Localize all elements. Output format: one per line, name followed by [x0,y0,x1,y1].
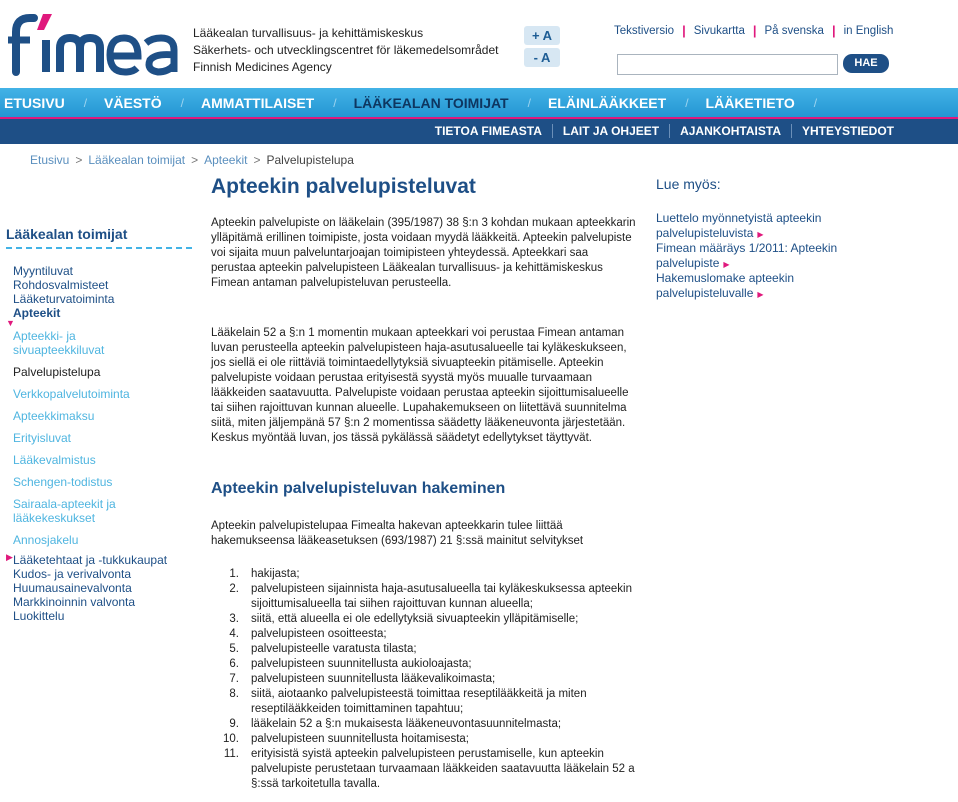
sidebar-item-apteekkiluvat[interactable]: Apteekki- ja sivuapteekkiluvat [13,329,105,357]
sidebar-item-myyntiluvat[interactable]: Myyntiluvat [13,264,74,278]
list-item: 10. palvelupisteen suunnitellusta hoitamisesta; [223,733,469,745]
sidebar-item-huumausainevalvonta[interactable]: Huumausainevalvonta [13,581,132,595]
sidebar-item-laaketehtaat[interactable]: Lääketehtaat ja -tukkukaupat [13,553,168,567]
sitemap-link[interactable]: Sivukartta [693,24,745,37]
text-version-link[interactable]: Tekstiversio [614,24,675,37]
link-granted-licences[interactable] [656,211,866,242]
read-also-title: Lue myös: [656,176,721,192]
sidebar-item-laakevalmistus[interactable]: Lääkevalmistus [13,453,96,467]
search-input[interactable] [617,54,838,75]
sidebar [6,226,192,249]
agency-names [193,25,498,76]
sidebar-title: Lääkealan toimijat [6,226,192,249]
expanded-arrow-icon: ▼ [6,318,15,328]
subnav-ajankohtaista[interactable]: AJANKOHTAISTA [669,124,791,138]
sidebar-item-annosjakelu[interactable]: Annosjakelu [13,533,79,547]
breadcrumb-etusivu[interactable]: Etusivu [30,153,70,167]
sidebar-item-sairaala-apteekit[interactable]: Sairaala-apteekit ja lääkekeskukset [13,497,116,525]
nav-vaesto[interactable]: VÄESTÖ [104,94,162,111]
fimea-logo[interactable] [6,10,184,76]
sidebar-item-apteekkimaksu[interactable]: Apteekkimaksu [13,409,95,423]
sub-nav [0,117,958,144]
breadcrumb-separator: > [191,153,199,167]
nav-ammattilaiset[interactable]: AMMATTILAISET [200,94,315,111]
list-item: 7. palvelupisteen suunnitellusta lääkevalikoimasta; [229,673,496,685]
link-label: Luettelo myönnetyistä apteekin palvelupisteluvista [656,211,822,240]
main-nav [0,88,958,117]
sidebar-item-palvelupistelupa: Palvelupistelupa [13,365,101,379]
nav-divider: / [83,95,88,110]
link-fimea-regulation[interactable] [656,241,866,272]
application-paragraph: Apteekin palvelupistelupaa Fimealta hakevan apteekkarin tulee liittää hakemukseensa lääkeasetuksen (693/1987) 21 §:ssä mainitut selvitykset [211,520,584,547]
link-label: Fimean määräys 1/2011: Apteekin palvelupiste [656,241,838,270]
sidebar-item-verkkopalvelutoiminta[interactable]: Verkkopalvelutoiminta [13,387,130,401]
intro-paragraph: Apteekin palvelupiste on lääkelain (395/1987) 38 §:n 3 kohdan mukaan apteekkarin ylläpitämä erillinen toimipiste, josta voidaan myydä lääkkeitä. Apteekin palvelupiste voi sijaita muun palveluntarjoajan toimipisteen yhteydessä. Apteekkari saa perustaa apteekin palvelupisteen Lääkealan turvallisuus- ja kehittämiskeskus Fimean antaman palvelupisteluvan perusteella. [211,217,636,289]
search-button[interactable]: HAE [843,54,889,73]
nav-etusivu[interactable]: ETUSIVU [4,94,65,111]
top-links [614,23,893,38]
arrow-right-icon: ▶ [757,290,764,299]
page-title: Apteekin palvelupisteluvat [211,175,476,198]
subnav-tietoa-fimeasta[interactable]: TIETOA FIMEASTA [434,124,542,138]
arrow-right-icon: ▶ [757,230,764,239]
sidebar-item-rohdosvalmisteet[interactable]: Rohdosvalmisteet [13,278,109,292]
font-increase-button[interactable]: + A [524,26,560,45]
divider: | [752,23,757,38]
subnav-yhteystiedot[interactable]: YHTEYSTIEDOT [791,124,904,138]
link-application-form[interactable] [656,271,866,302]
list-item: 9. lääkelain 52 a §:n mukaisesta lääkeneuvontasuunnitelmasta; [229,718,562,730]
breadcrumb [30,153,354,167]
divider: | [831,23,836,38]
list-item: 2. palvelupisteen sijainnista haja-asutusalueella tai kyläkeskuksessa apteekin sijoittumisalueella tai siihen rajoittuvan kunnan alueella; [229,583,633,610]
sidebar-item-luokittelu[interactable]: Luokittelu [13,609,65,623]
swedish-link[interactable]: På svenska [764,24,824,37]
nav-divider: / [527,95,531,110]
sidebar-item-kudos-ja-verivalvonta[interactable]: Kudos- ja verivalvonta [13,567,132,581]
breadcrumb-laakealan-toimijat[interactable]: Lääkealan toimijat [88,153,186,167]
breadcrumb-current: Palvelupistelupa [266,153,354,167]
breadcrumb-separator: > [75,153,83,167]
link-label: Hakemuslomake apteekin palvelupisteluvalle [656,271,795,300]
list-item: 3. siitä, että alueella ei ole edellytyksiä sivuapteekin ylläpitämiselle; [229,613,579,625]
sidebar-item-markkinoinnin-valvonta[interactable]: Markkinoinnin valvonta [13,595,136,609]
english-link[interactable]: in English [843,24,894,37]
agency-name-sv: Säkerhets- och utvecklingscentret för läkemedelsområdet [193,43,499,57]
nav-elainlaakkeet[interactable]: ELÄINLÄÄKKEET [547,94,667,111]
arrow-right-icon: ▶ [723,260,730,269]
nav-divider: / [813,95,818,110]
agency-name-fi: Lääkealan turvallisuus- ja kehittämiskeskus [193,26,424,40]
sidebar-item-erityisluvat[interactable]: Erityisluvat [13,431,72,445]
agency-name-en: Finnish Medicines Agency [193,60,332,74]
nav-divider: / [685,95,689,110]
breadcrumb-apteekit[interactable]: Apteekit [204,153,248,167]
header [0,0,958,88]
divider: | [682,23,686,38]
font-decrease-button[interactable]: - A [524,48,560,67]
sidebar-item-apteekit[interactable]: Apteekit [13,306,61,320]
nav-divider: / [333,95,337,110]
sidebar-item-laaketurvatoiminta[interactable]: Lääketurvatoiminta [13,292,115,306]
list-item: 5. palvelupisteelle varatusta tilasta; [229,643,417,655]
list-item: 4. palvelupisteen osoitteesta; [229,628,387,640]
subnav-lait-ja-ohjeet[interactable]: LAIT JA OHJEET [552,124,669,138]
list-item: 6. palvelupisteen suunnitellusta aukioloajasta; [229,658,472,670]
requirements-list [211,567,636,792]
breadcrumb-separator: > [253,153,261,167]
list-item: 11. erityisistä syistä apteekin palvelupisteen perustamiselle, kun apteekin palvelupiste perustetaan turvaamaan lääkkeiden saatavuutta lääkelain 52 a §:ssä tarkoitetulla tavalla. [223,748,635,790]
list-item: 8. siitä, aiotaanko palvelupisteestä toimittaa reseptilääkkeitä ja miten reseptilääkkeiden toimittaminen tapahtuu; [229,688,587,715]
law-paragraph: Lääkelain 52 a §:n 1 momentin mukaan apteekkari voi perustaa Fimean antaman luvan perusteella apteekin palvelupisteen haja-asutusalueelle tai kyläkeskukseen, jos siellä ei ole riittäviä toimintaedellytyksiä sivuapteekin pitämiselle. Apteekin palvelupiste voidaan perustaa erityisestä syystä myös muualle turvaamaan lääkkeiden saatavuutta. Palvelupiste voidaan perustaa apteekin sijoittumisalueelle tai siihen rajoittuvan kunnan alueelle. Lupahakemukseen on liitettävä suunnitelma siitä, miten jäljempänä 57 §:n 2 momentissa säädetty lääkeneuvonta järjestetään. Keskus myöntää luvan, jos tässä pykälässä säädetyt edellytykset täyttyvät. [211,327,629,444]
nav-laaketieto[interactable]: LÄÄKETIETO [705,94,795,111]
section-heading: Apteekin palvelupisteluvan hakeminen [211,480,506,497]
collapsed-arrow-icon: ▶ [6,552,13,562]
nav-laakealan-toimijat[interactable]: LÄÄKEALAN TOIMIJAT [353,94,509,111]
nav-divider: / [180,95,184,110]
sidebar-item-schengen-todistus[interactable]: Schengen-todistus [13,475,113,489]
list-item: 1. hakijasta; [229,568,300,580]
